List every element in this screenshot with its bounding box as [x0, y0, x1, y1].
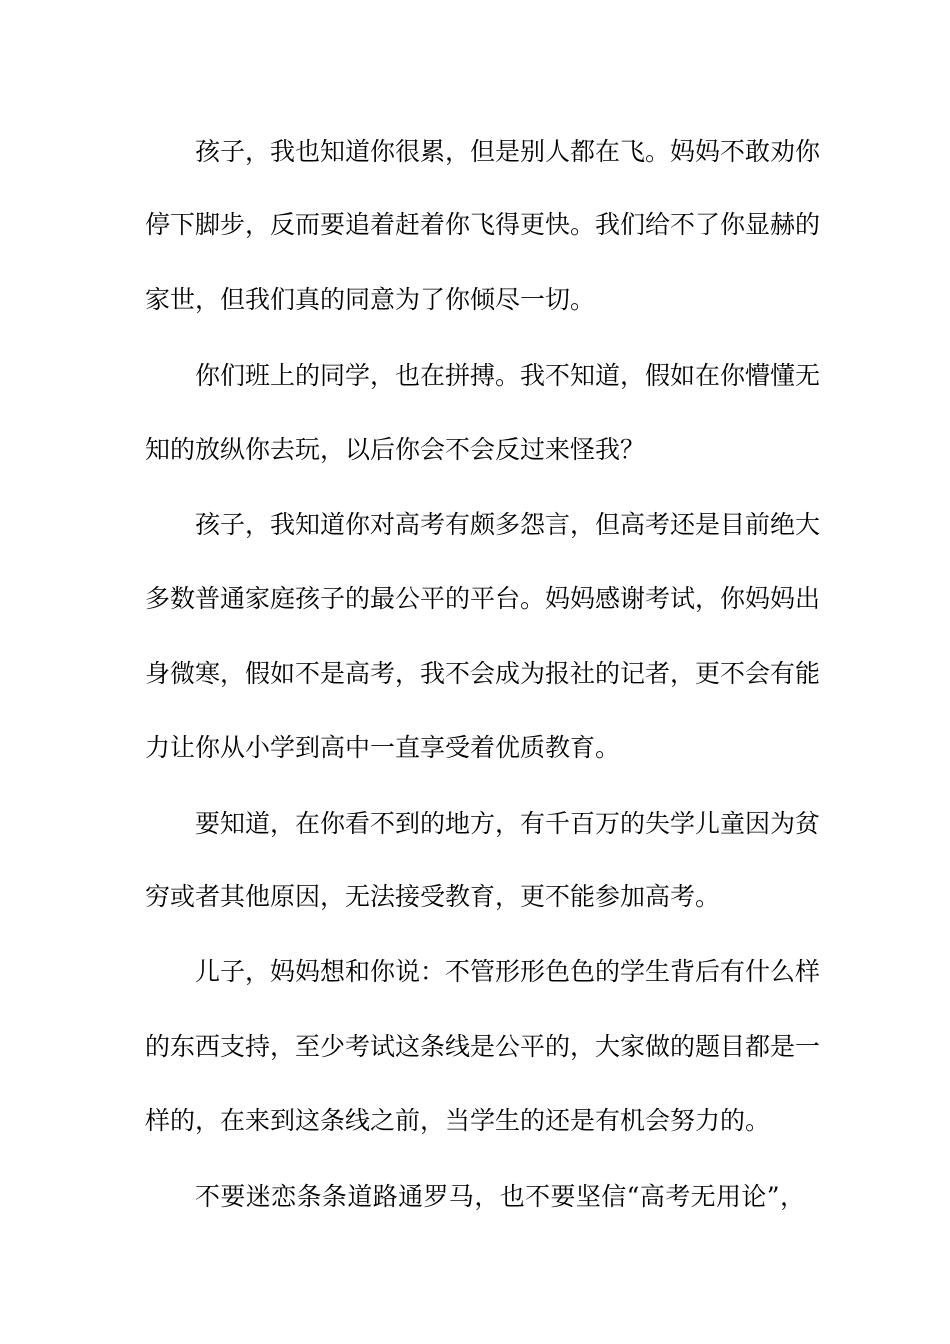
paragraph-1-line-3: 家世，但我们真的同意为了你倾尽一切。	[145, 285, 596, 314]
paragraph-2-line-2: 知的放纵你去玩，以后你会不会反过来怪我？	[145, 435, 646, 464]
paragraph-6-line-1: 不要迷恋条条道路通罗马，也不要坚信“高考无用论”，	[195, 1182, 805, 1211]
paragraph-5-line-1: 儿子，妈妈想和你说：不管形形色色的学生背后有什么样	[195, 957, 821, 986]
paragraph-3-line-4: 力让你从小学到高中一直享受着优质教育。	[145, 733, 621, 762]
paragraph-1-line-1: 孩子，我也知道你很累，但是别人都在飞。妈妈不敢劝你	[195, 137, 821, 166]
paragraph-3-line-2: 多数普通家庭孩子的最公平的平台。妈妈感谢考试，你妈妈出	[145, 584, 821, 613]
paragraph-1-line-2: 停下脚步，反而要追着赶着你飞得更快。我们给不了你显赫的	[145, 210, 821, 239]
paragraph-5-line-3: 样的，在来到这条线之前，当学生的还是有机会努力的。	[145, 1106, 771, 1135]
paragraph-3-line-1: 孩子，我知道你对高考有颇多怨言，但高考还是目前绝大	[195, 510, 821, 539]
paragraph-4-line-2: 穷或者其他原因，无法接受教育，更不能参加高考。	[145, 882, 721, 911]
paragraph-2-line-1: 你们班上的同学，也在拼搏。我不知道，假如在你懵懂无	[195, 361, 821, 390]
paragraph-4-line-1: 要知道，在你看不到的地方，有千百万的失学儿童因为贫	[195, 809, 821, 838]
paragraph-5-line-2: 的东西支持，至少考试这条线是公平的，大家做的题目都是一	[145, 1032, 821, 1061]
paragraph-3-line-3: 身微寒，假如不是高考，我不会成为报社的记者，更不会有能	[145, 659, 821, 688]
